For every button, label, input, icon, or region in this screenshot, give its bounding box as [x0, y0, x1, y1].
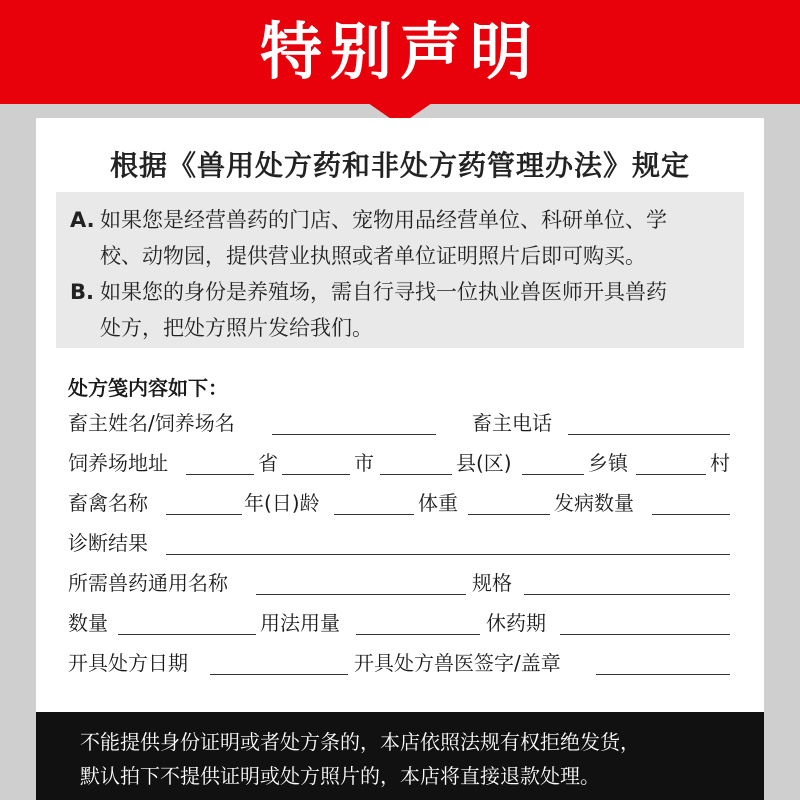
vet-sign-label: 开具处方兽医签字/盖章: [354, 651, 561, 675]
age-label: 年(日)龄: [244, 491, 320, 515]
town-label: 乡镇: [588, 451, 628, 475]
age-field[interactable]: [334, 514, 414, 515]
form-row-usage: [68, 608, 732, 638]
notice-a-line2: 校、动物园，提供营业执照或者单位证明照片后即可购买。: [100, 244, 646, 268]
withdrawal-label: 休药期: [486, 611, 546, 635]
weight-field[interactable]: [468, 514, 550, 515]
item-letter-a: A.: [70, 208, 95, 232]
quantity-label: 数量: [68, 611, 108, 635]
notice-b-line2: 处方，把处方照片发给我们。: [100, 316, 373, 340]
city-field[interactable]: [282, 474, 350, 475]
notice-item-b: [70, 274, 730, 346]
county-label: 县(区): [456, 451, 512, 475]
county-field[interactable]: [380, 474, 452, 475]
form-row-sign: [68, 648, 732, 678]
animal-name-field[interactable]: [166, 514, 242, 515]
diagnosis-label: 诊断结果: [68, 531, 148, 555]
sick-count-label: 发病数量: [554, 491, 634, 515]
item-letter-b: B.: [70, 280, 94, 304]
form-row-animal: [68, 488, 732, 518]
form-row-address: [68, 448, 732, 478]
footer-line-1: 不能提供身份证明或者处方条的，本店依照法规有权拒绝发货，: [80, 730, 640, 754]
declaration-card: [36, 118, 764, 718]
animal-name-label: 畜禽名称: [68, 491, 148, 515]
prescription-form-title: 处方笺内容如下：: [68, 376, 228, 400]
diagnosis-field[interactable]: [166, 554, 730, 555]
drug-name-field[interactable]: [256, 594, 466, 595]
footer-line-2: 默认拍下不提供证明或处方照片的，本店将直接退款处理。: [80, 764, 600, 788]
form-row-diagnosis: [68, 528, 732, 558]
spec-field[interactable]: [524, 594, 730, 595]
date-label: 开具处方日期: [68, 651, 188, 675]
spec-label: 规格: [472, 571, 512, 595]
dosage-field[interactable]: [356, 634, 480, 635]
town-field[interactable]: [522, 474, 584, 475]
notice-item-a: [70, 202, 730, 274]
village-field[interactable]: [636, 474, 706, 475]
vet-sign-field[interactable]: [596, 674, 730, 675]
regulation-heading: 根据《兽用处方药和非处方药管理办法》规定: [109, 149, 690, 182]
owner-name-field[interactable]: [272, 434, 436, 435]
owner-name-label: 畜主姓名/饲养场名: [68, 411, 235, 435]
footer-warning: [36, 712, 764, 800]
city-label: 市: [354, 451, 374, 475]
notice-b-line1: 如果您的身份是养殖场，需自行寻找一位执业兽医师开具兽药: [100, 280, 667, 304]
farm-address-label: 饲养场地址: [68, 451, 168, 475]
drug-name-label: 所需兽药通用名称: [68, 571, 228, 595]
withdrawal-field[interactable]: [560, 634, 730, 635]
province-field[interactable]: [186, 474, 254, 475]
weight-label: 体重: [418, 491, 458, 515]
dosage-label: 用法用量: [260, 611, 340, 635]
page-title: 特别声明: [259, 15, 540, 88]
date-field[interactable]: [210, 674, 348, 675]
owner-phone-label: 畜主电话: [472, 411, 552, 435]
province-label: 省: [258, 451, 278, 475]
village-label: 村: [710, 451, 730, 475]
sick-count-field[interactable]: [652, 514, 730, 515]
owner-phone-field[interactable]: [568, 434, 730, 435]
notice-a-line1: 如果您是经营兽药的门店、宠物用品经营单位、科研单位、学: [100, 208, 667, 232]
form-row-owner: [68, 408, 732, 438]
quantity-field[interactable]: [118, 634, 256, 635]
form-row-drug: [68, 568, 732, 598]
notice-box: [56, 192, 744, 348]
